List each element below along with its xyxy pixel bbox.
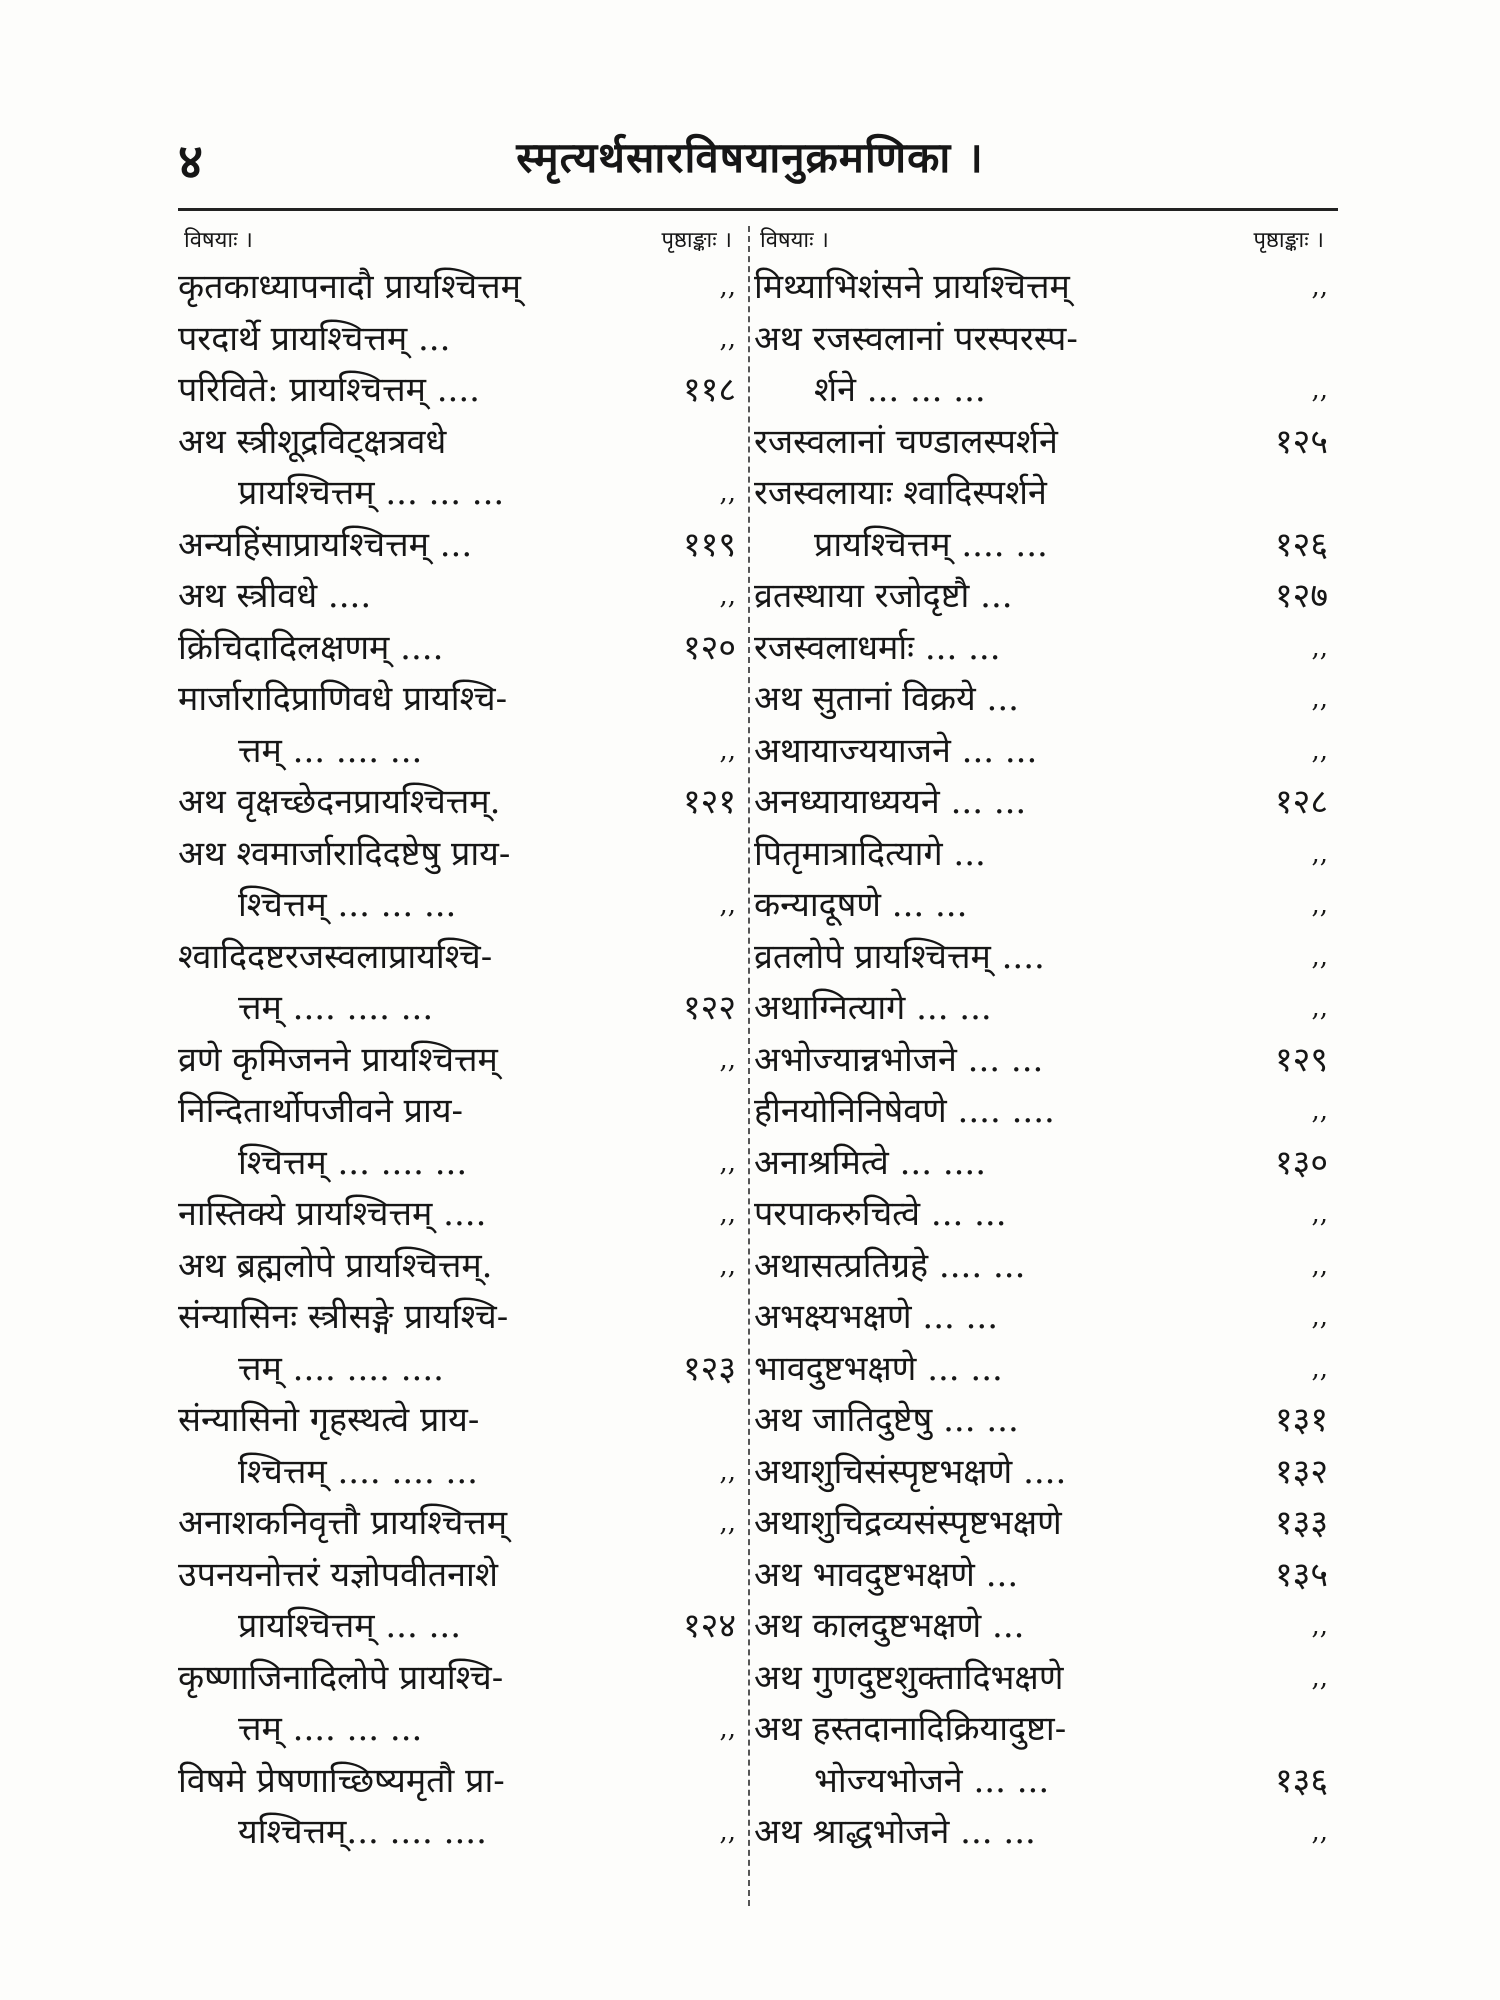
index-entry — [178, 314, 746, 366]
entry-page: १३३ — [1274, 1503, 1328, 1543]
entry-page: ,, — [1311, 1817, 1328, 1847]
right-column — [754, 262, 1338, 1859]
index-entry — [178, 1189, 746, 1241]
index-entry — [178, 1447, 746, 1499]
index-entry — [178, 932, 746, 984]
index-entry — [754, 1086, 1338, 1138]
index-entry — [178, 1704, 746, 1756]
entry-topic: श्चित्तम् ... .... ... — [238, 1142, 468, 1183]
entry-topic: अथ भावदुष्टभक्षणे ... — [754, 1554, 1019, 1595]
entry-page: १२८ — [1274, 782, 1328, 822]
index-entry — [178, 1807, 746, 1859]
index-entry — [754, 1498, 1338, 1550]
entry-page: १३६ — [1274, 1760, 1328, 1801]
index-entry — [178, 571, 746, 623]
right-column-header — [754, 224, 1338, 258]
entry-topic: त्तम् .... .... .... — [238, 1348, 444, 1389]
entry-topic: त्तम् ... .... ... — [238, 730, 423, 771]
index-entry — [178, 726, 746, 778]
entry-page: ,, — [1311, 684, 1328, 714]
entry-topic: रजस्वलानां चण्डालस्पर्शने — [754, 421, 1058, 462]
entry-page: १३२ — [1274, 1451, 1328, 1492]
page-header: पृष्ठाङ्काः । — [1253, 228, 1324, 253]
index-entry — [754, 1807, 1338, 1859]
entry-topic: क्रिंचिदादिलक्षणम् .... — [178, 627, 444, 668]
entry-topic: अथ गुणदुष्टशुक्तादिभक्षणे — [754, 1657, 1064, 1698]
left-column-header — [178, 224, 746, 258]
index-entry — [754, 983, 1338, 1035]
entry-topic: भावदुष्टभक्षणे ... ... — [754, 1348, 1003, 1389]
entry-page: ,, — [719, 478, 736, 508]
entry-topic: अथ कालदुष्टभक्षणे ... — [754, 1606, 1025, 1646]
page-number: ४ — [178, 134, 203, 190]
entry-page: ,, — [1311, 1302, 1328, 1332]
index-entry — [754, 262, 1338, 314]
entry-page: १२२ — [682, 988, 736, 1028]
entry-page: ,, — [719, 1508, 736, 1538]
entry-page: ,, — [719, 735, 736, 766]
entry-topic: कृष्णाजिनादिलोपे प्रायश्चि- — [178, 1657, 504, 1698]
entry-page: ,, — [1311, 735, 1328, 766]
entry-topic: प्रायश्चित्तम् .... ... — [814, 524, 1048, 565]
index-entry — [178, 1756, 746, 1808]
entry-page: ,, — [1311, 375, 1328, 405]
index-entry — [754, 623, 1338, 675]
index-entry — [178, 262, 746, 314]
index-entry — [754, 1653, 1338, 1705]
entry-topic: प्रायश्चित्तम् ... ... — [238, 1606, 462, 1646]
entry-topic: परिविते: प्रायश्चित्तम् .... — [178, 370, 480, 410]
entry-topic: श्चित्तम् ... ... ... — [238, 885, 457, 925]
index-entry — [754, 520, 1338, 572]
entry-topic: व्रतस्थाया रजोदृष्टौ ... — [754, 576, 1013, 616]
index-entry — [178, 1653, 746, 1705]
index-entry — [754, 829, 1338, 881]
entry-page: १२१ — [682, 782, 736, 822]
index-entry — [178, 777, 746, 829]
entry-page: ११९ — [682, 524, 736, 565]
entry-topic: अथ जातिदुष्टेषु ... ... — [754, 1400, 1019, 1440]
index-entry — [178, 1498, 746, 1550]
entry-topic: रजस्वलाधर्माः ... ... — [754, 627, 1001, 668]
index-entry — [178, 1086, 746, 1138]
entry-page: ,, — [1311, 1662, 1328, 1693]
entry-topic: संन्यासिनो गृहस्थत्वे प्राय- — [178, 1400, 480, 1440]
entry-page: ,, — [719, 1147, 736, 1178]
entry-topic: अन्यहिंसाप्रायश्चित्तम् ... — [178, 524, 473, 565]
entry-page: १३५ — [1274, 1554, 1328, 1595]
top-rule — [178, 208, 1338, 211]
entry-topic: व्रणे कृमिजनने प्रायश्चित्तम् — [178, 1039, 498, 1080]
entry-page: ,, — [1311, 1611, 1328, 1641]
index-entry — [754, 1344, 1338, 1396]
entry-topic: अथ ब्रह्मलोपे प्रायश्चित्तम्. — [178, 1245, 493, 1286]
entry-page: ,, — [719, 272, 736, 302]
entry-topic: अथ श्राद्धभोजने ... ... — [754, 1812, 1036, 1852]
index-entry — [754, 468, 1338, 520]
index-entry — [754, 1601, 1338, 1653]
entry-topic: अथ सुतानां विक्रये ... — [754, 679, 1019, 719]
index-entry — [178, 1550, 746, 1602]
entry-page: १३१ — [1274, 1400, 1328, 1440]
entry-page: १२० — [682, 627, 736, 668]
index-entry — [178, 674, 746, 726]
index-entry — [754, 932, 1338, 984]
index-entry — [754, 1035, 1338, 1087]
entry-page: १२९ — [1274, 1039, 1328, 1080]
index-entry — [178, 520, 746, 572]
topic-header: विषयाः । — [760, 228, 829, 253]
entry-topic: अथ रजस्वलानां परस्परस्प- — [754, 318, 1078, 359]
index-entry — [754, 314, 1338, 366]
entry-page: १२४ — [682, 1606, 736, 1646]
entry-topic: विषमे प्रेषणाच्छिष्यमृतौ प्रा- — [178, 1760, 505, 1801]
index-entry — [178, 417, 746, 469]
entry-topic: कन्यादूषणे ... ... — [754, 885, 968, 925]
index-entry — [178, 1138, 746, 1190]
index-entry — [754, 777, 1338, 829]
entry-page: १३० — [1274, 1142, 1328, 1183]
entry-topic: व्रतलोपे प्रायश्चित्तम् .... — [754, 936, 1045, 977]
entry-topic: परदार्थे प्रायश्चित्तम् ... — [178, 318, 451, 359]
entry-topic: यश्चित्तम्... .... .... — [238, 1812, 487, 1852]
entry-topic: प्रायश्चित्तम् ... ... ... — [238, 473, 505, 513]
index-entry — [754, 1138, 1338, 1190]
entry-page: ,, — [1311, 1250, 1328, 1281]
entry-topic: परपाकरुचित्वे ... ... — [754, 1194, 1007, 1234]
entry-topic: भोज्यभोजने ... ... — [814, 1760, 1050, 1801]
index-entry — [754, 1241, 1338, 1293]
entry-topic: उपनयनोत्तरं यज्ञोपवीतनाशे — [178, 1554, 498, 1595]
index-entry — [754, 674, 1338, 726]
running-title: स्मृत्यर्थसारविषयानुक्रमणिका । — [516, 133, 984, 182]
entry-topic: अथ स्त्रीशूद्रविट्क्षत्रवधे — [178, 421, 447, 462]
entry-topic: श्चित्तम् .... .... ... — [238, 1451, 478, 1492]
index-entry — [754, 726, 1338, 778]
index-entry — [754, 571, 1338, 623]
entry-page: ,, — [1311, 632, 1328, 663]
entry-topic: नास्तिक्ये प्रायश्चित्तम् .... — [178, 1194, 487, 1234]
entry-page: १२७ — [1274, 576, 1328, 616]
index-entry — [754, 417, 1338, 469]
entry-page: ११८ — [682, 370, 736, 410]
entry-topic: अथाशुचिसंस्पृष्टभक्षणे .... — [754, 1451, 1067, 1492]
index-entry — [178, 1395, 746, 1447]
index-entry — [754, 1704, 1338, 1756]
index-entry — [178, 1292, 746, 1344]
column-divider — [748, 226, 750, 1906]
entry-topic: अथायाज्ययाजने ... ... — [754, 730, 1038, 771]
index-entry — [178, 829, 746, 881]
entry-page: ,, — [719, 1044, 736, 1075]
entry-page: ,, — [719, 581, 736, 611]
entry-topic: अनाशकनिवृत्तौ प्रायश्चित्तम् — [178, 1503, 508, 1543]
entry-topic: अथ स्त्रीवधे .... — [178, 576, 372, 616]
entry-topic: कृतकाध्यापनादौ प्रायश्चित्तम् — [178, 267, 521, 307]
entry-topic: र्शने ... ... ... — [814, 370, 986, 410]
entry-topic: निन्दितार्थोपजीवने प्राय- — [178, 1091, 464, 1131]
topic-header: विषयाः । — [184, 228, 253, 253]
index-entry — [754, 1292, 1338, 1344]
entry-topic: अभक्ष्यभक्षणे ... ... — [754, 1297, 999, 1337]
index-entry — [178, 468, 746, 520]
entry-page: ,, — [1311, 1096, 1328, 1126]
index-entry — [754, 1395, 1338, 1447]
index-entry — [178, 983, 746, 1035]
entry-page: ,, — [719, 323, 736, 354]
index-entry — [178, 1344, 746, 1396]
entry-page: ,, — [1311, 1199, 1328, 1229]
entry-page: ,, — [1311, 890, 1328, 920]
index-entry — [178, 880, 746, 932]
entry-page: ,, — [719, 1456, 736, 1487]
entry-page: ,, — [1311, 838, 1328, 869]
entry-topic: मार्जारादिप्राणिवधे प्रायश्चि- — [178, 679, 508, 719]
index-entry — [178, 623, 746, 675]
entry-page: ,, — [1311, 941, 1328, 972]
entry-page: ,, — [719, 1250, 736, 1281]
entry-topic: अनध्यायाध्ययने ... ... — [754, 782, 1027, 822]
entry-page: ,, — [719, 890, 736, 920]
entry-topic: रजस्वलायाः श्वादिस्पर्शने — [754, 473, 1047, 513]
entry-page: ,, — [1311, 1353, 1328, 1384]
page-header: पृष्ठाङ्काः । — [661, 228, 732, 253]
left-column — [178, 262, 746, 1859]
entry-topic: संन्यासिनः स्त्रीसङ्गे प्रायश्चि- — [178, 1297, 509, 1337]
index-entry — [178, 1241, 746, 1293]
entry-page: ,, — [719, 1199, 736, 1229]
entry-topic: अभोज्यान्नभोजने ... ... — [754, 1039, 1044, 1080]
index-entry — [754, 1447, 1338, 1499]
entry-topic: पितृमात्रादित्यागे ... — [754, 833, 986, 874]
index-entry — [178, 1601, 746, 1653]
index-entry — [178, 1035, 746, 1087]
index-entry — [754, 1756, 1338, 1808]
entry-page: ,, — [719, 1714, 736, 1744]
index-entry — [754, 1189, 1338, 1241]
entry-page: १२५ — [1274, 421, 1328, 462]
entry-topic: अथाशुचिद्रव्यसंस्पृष्टभक्षणे — [754, 1503, 1062, 1543]
entry-topic: अथ वृक्षच्छेदनप्रायश्चित्तम्. — [178, 782, 501, 822]
entry-topic: हीनयोनिनिषेवणे .... .... — [754, 1091, 1055, 1131]
entry-topic: अथ हस्तदानादिक्रियादुष्टा- — [754, 1709, 1067, 1749]
index-entry — [754, 1550, 1338, 1602]
entry-page: ,, — [1311, 272, 1328, 302]
index-entry — [178, 365, 746, 417]
entry-page: ,, — [719, 1817, 736, 1847]
entry-page: ,, — [1311, 993, 1328, 1023]
index-entry — [754, 365, 1338, 417]
entry-topic: अथाग्नित्यागे ... ... — [754, 988, 992, 1028]
entry-topic: त्तम् .... ... ... — [238, 1709, 423, 1749]
entry-topic: अथासत्प्रतिग्रहे .... ... — [754, 1245, 1026, 1286]
entry-topic: मिथ्याभिशंसने प्रायश्चित्तम् — [754, 267, 1070, 307]
entry-page: १२६ — [1274, 524, 1328, 565]
entry-topic: त्तम् .... .... ... — [238, 988, 434, 1028]
entry-topic: अथ श्वमार्जारादिदष्टेषु प्राय- — [178, 833, 511, 874]
entry-page: १२३ — [682, 1348, 736, 1389]
entry-topic: श्वादिदष्टरजस्वलाप्रायश्चि- — [178, 936, 493, 977]
index-entry — [754, 880, 1338, 932]
entry-topic: अनाश्रमित्वे ... .... — [754, 1142, 987, 1183]
